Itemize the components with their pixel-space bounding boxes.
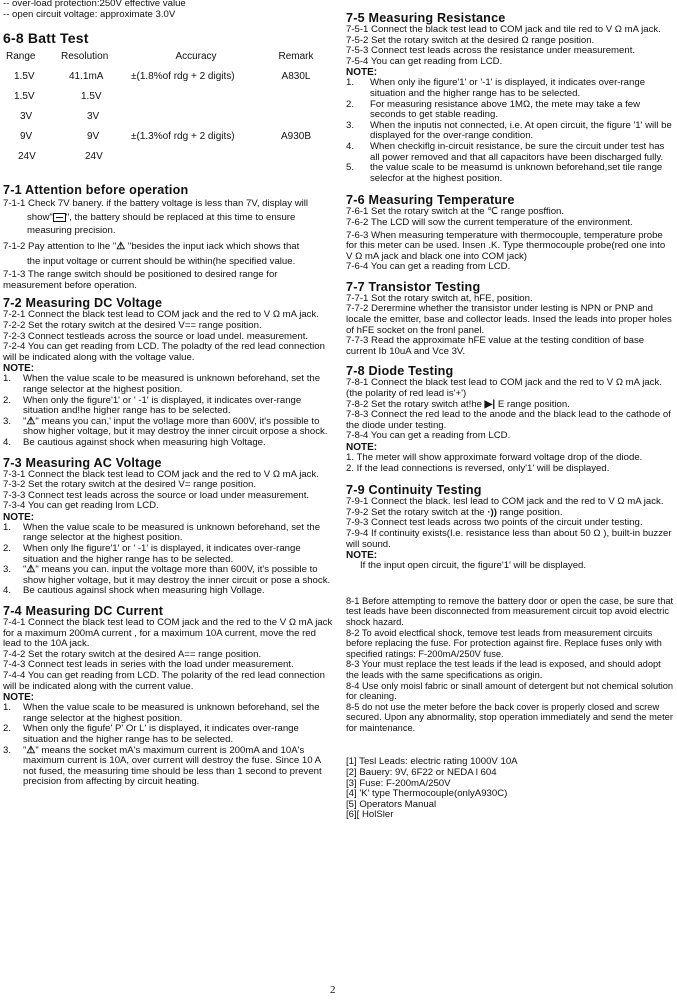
section-7-6-title: 7-6 Measuring Temperature: [346, 193, 515, 208]
note-text: [23, 565, 336, 586]
item-7-4-2: 7-4-2 Set the rotary switch at the desired A== range position.: [3, 648, 262, 660]
note-text: When only the figure'1' or ' -1' is displayed, it indicates over-range situation and!he higher range has to be selected.: [23, 394, 302, 417]
note-text: When checkiflg in-circuit resistance, be sure the circuit under test has all power removed and that all capacitors have been discharged fully.: [370, 140, 665, 163]
table-cell: 24V: [18, 150, 36, 162]
text: ": [23, 415, 27, 427]
item-7-5-1: 7-5-1 Connect the black test lead to COM jack and tile red to V Ω mA jack.: [346, 24, 661, 35]
item-7-9-1: 7-9-1 Connect the black. lesl lead to COM jack and the red to V Ω mA jack.: [346, 496, 664, 508]
note-text: When only the figufe' P' Or L' is displayed, it indicates over-range situation and the higher range has to be selected.: [23, 723, 299, 745]
note-text: For measuring resistance above 1MΩ, the mete may take a few seconds to get stable reading.: [370, 98, 641, 121]
diode-icon: ▶|: [484, 398, 496, 410]
item-7-3-1: 7-3-1 Connect the black test lead to COM jack and the red to V Ω mA jack.: [3, 468, 319, 480]
item-7-4-4: 7-4-4 You can get reading from LCD. The polarity of the red lead connection will be indicated along with the current value.: [3, 670, 325, 692]
item-7-1-2: [3, 242, 336, 253]
table-row: [6, 106, 331, 126]
table-cell: 9V: [20, 130, 33, 142]
page-number: 2: [330, 984, 336, 996]
accessory-item: [5] Operators Manual: [346, 798, 437, 810]
item-7-3-2: 7-3-2 Set the rotary switch at the desired V= range position.: [3, 479, 257, 491]
maintenance-8-5: 8-5 do not use the meter before the back cover is properly closed and screw secured. Upon any abnormality, stop operation immediately and send the meter for maintenance.: [346, 701, 673, 733]
accessory-item: [3] Fuse: F-200mA/250V: [346, 777, 451, 789]
note-label: NOTE:: [3, 511, 35, 523]
note-item: 4. Be cautious againsl shock when measuring high Vollage.: [3, 586, 336, 597]
note-item: 1. When only ihe figure'1' or '-1' is displayed, it indicates over-range situation and the higher range has to be selected.: [346, 78, 674, 99]
item-7-5-4: 7-5-4 You can get reading from LCD.: [346, 55, 503, 67]
section-7-5-title: 7-5 Measuring Resistance: [346, 11, 506, 25]
item-7-9-4: 7-9-4 If continuity exists(I.e. resistance less than about 50 Ω ), built-in buzzer will sound.: [346, 527, 672, 550]
note-text: When only lhe figure'1' or ' -1' is displayed, it indicates over-range situation and the higher range has to be selected.: [23, 543, 301, 565]
note-item: 2. If the lead connections is reversed, only'1' will be displayed.: [346, 462, 610, 474]
item-7-2-3: 7-2-3 Connect testleads across the source or load undel. measurement.: [3, 330, 309, 342]
item-7-9-3: 7-9-3 Connect test leads across two points of the circuit under testing.: [346, 517, 643, 529]
table-cell: 24V: [85, 150, 103, 162]
batt-test-table: [6, 46, 331, 166]
table-cell: 1.5V: [14, 70, 35, 82]
item-7-6-2: 7-6-2 The LCD will sow the current temperature of the environment.: [346, 216, 633, 228]
note-item: 1. When the value scale to be measured is unknown beforehand, set the range selector at the highest position.: [3, 523, 336, 544]
note-item: 2. When only the figure'1' or ' -1' is displayed, it indicates over-range situation and!he higher range has to be selected.: [3, 396, 336, 417]
note-text: Be cautious againsl shock when measuring high Vollage.: [23, 585, 265, 597]
text: ", the battery should be replaced at this time to ensure: [65, 211, 296, 223]
item-7-8-1: 7-8-1 Connect the black test lead to COM jack and the red to V Ω mA jack. (the polarity of red lead is'+'): [346, 377, 662, 400]
note-item: 1. When the value scale to be measured is unknown beforehand, sel the range selector at the highest position.: [3, 703, 336, 724]
table-header: Accuracy: [175, 50, 217, 62]
item-7-7-2: 7-7-2 Derermine whether the transistor under lesting is NPN or PNP and locale the emitter, base and collector leads. Insed the leads into proper holes of hFE socket on the fronl panel.: [346, 303, 672, 336]
note-item: 2. For measuring resistance above 1MΩ, the mete may take a few seconds to get stable reading.: [346, 100, 674, 121]
item-7-1-1-end: measuring precision.: [27, 225, 116, 237]
note-item: 4. Be cautious against shock when measuring high Voltage.: [3, 438, 336, 449]
item-7-2-1: 7-2-1 Connect the black test lead to COM jack and the red to V Ω mA jack.: [3, 309, 319, 321]
accessory-item: [6][ HolSler: [346, 809, 394, 821]
text: 7-1-2 Pay attention to lhe ": [3, 241, 117, 252]
right-column: [346, 0, 674, 821]
text: ": [23, 744, 27, 756]
text: "besides the input iack which shows that: [125, 241, 300, 252]
text: ": [23, 564, 27, 576]
text: 7-8-2 Set the rotary switch at!he: [346, 398, 482, 410]
note-text: [23, 746, 336, 788]
text: " means you can,' input the vo!lage more than 600V, it's possible to show higher voltage, but it may destroy the inner circuit orpose a shock.: [23, 415, 328, 438]
section-7-2-title: 7-2 Measuring DC Voltage: [3, 296, 163, 311]
section-7-1-title: 7-1 Attention before operation: [3, 183, 189, 198]
note-text: When the inputis not connected, i.e. At open circuit, the figure '1' will be displayed for the over-range condition.: [370, 119, 672, 142]
table-cell: A930B: [280, 130, 312, 142]
table-cell: 3V: [87, 110, 100, 122]
table-row: [6, 146, 331, 166]
note-text: When the value scale to be measured is unknown beforehand, set the range selector at the highest position.: [23, 373, 321, 395]
note-item: 5. the value scale to be measumd is unknown beforehand,set tile range selecfor at the highest position.: [346, 163, 674, 184]
item-7-5-3: 7-5-3 Connect test leads across the resistance under measurement.: [346, 45, 636, 57]
battery-icon: [53, 213, 66, 222]
note-label: NOTE:: [346, 442, 378, 453]
item-7-6-3: 7-6-3 When measuring temperature with thermocouple, temperature probe for this meter can be used. Insen .K. Type thermocouple probe(red one into V Ω mA jack and black one into COM jack): [346, 229, 666, 262]
item-7-6-1: 7-6-1 Set the rotary switch at the ℃ range posffion.: [346, 206, 565, 218]
text: " means you can. input the voltage more than 600V, it's possible to show higher voltage, but it may destroy the inner circuit or pose a shock.: [23, 564, 331, 586]
left-column: [3, 0, 336, 788]
maintenance-8-3: 8-3 Your must replace the test leads if the lead is exposed, and should adopt the leads with the same specifications as origin.: [346, 659, 661, 680]
note-item: If the input open circuit, the figure'1' will be displayed.: [360, 560, 587, 572]
section-7-7-title: 7-7 Transistor Testing: [346, 279, 481, 294]
item-7-5-2: 7-5-2 Set the rotary switch at the desired Ω range position.: [346, 34, 595, 46]
item-7-4-3: 7-4-3 Connect test leads in series with the load under measurement.: [3, 659, 294, 671]
table-cell: ±(1.3%of rdg + 2 digits): [131, 130, 235, 142]
item-7-1-2-cont: the input voltage or current should be within(he specified value.: [27, 255, 296, 267]
section-7-9-title: 7-9 Continuity Testing: [346, 483, 482, 498]
maintenance-8-4: 8-4 Use only moisl fabric or sinall amount of detergent but not chemical solution for cleaning.: [346, 680, 674, 702]
item-7-1-3: 7-1-3 The range switch should be positioned to desired range for measurement before operation.: [3, 269, 278, 291]
table-row: [6, 86, 331, 106]
text: show": [27, 211, 53, 223]
note-item: 1. The meter will show approximate forward voltage drop of the diode.: [346, 452, 643, 463]
open-circuit-voltage: -- open circuit voltage: approximate 3.0V: [3, 8, 176, 20]
item-7-8-3: 7-8-3 Connect the red lead to the anode and the black lead to the cathode of the diode under testing.: [346, 409, 671, 431]
table-header-row: [6, 46, 331, 66]
note-label: NOTE:: [346, 67, 378, 79]
accessory-item: [4] 'K' type Thermocouple(onlyA930C): [346, 788, 508, 800]
table-header: Range: [6, 50, 36, 62]
accessory-item: [1] Tesl Leads: electric rating 1000V 10A: [346, 756, 518, 768]
warning-triangle-icon: ⚠: [26, 564, 36, 576]
item-7-8-4: 7-8-4 You can get a reading from LCD.: [346, 430, 511, 442]
item-7-7-1: 7-7-1 Sot the rotary switch at, hFE, position.: [346, 292, 533, 304]
maintenance-8-1: 8-1 Before attempting to remove the battery door or open the case, be sure that test leads have been disconnected from measurement circuit top avoid electric shock hazard.: [346, 595, 674, 627]
batt-test-title: 6-8 Batt Test: [3, 30, 89, 47]
text: " means the socket mA's maximum current is 200mA and 10A's maximum current is 10A, over current will destroy the fuse. Since 10 A not fused, the measuring time should be less than 1 second to prevent precision from affecting by circuit heating.: [23, 744, 322, 788]
note-item: 1. When the value scale to be measured is unknown beforehand, set the range selector at the highest position.: [3, 374, 336, 395]
text: range position.: [499, 506, 563, 518]
note-text: [23, 417, 336, 438]
note-text: When the value scale to be measured is unknown beforehand, sel the range selector at the highest position.: [23, 702, 320, 724]
note-text: When only ihe figure'1' or '-1' is displayed, it indicates over-range situation and the higher range has to be selected.: [370, 77, 646, 99]
table-cell: 1.5V: [14, 90, 35, 102]
table-row: [6, 66, 331, 86]
warning-triangle-icon: ⚠: [26, 744, 36, 756]
item-7-4-1: 7-4-1 Connect the black test lead to COM jack and the red to the V Ω mA jack for a maximum 200mA current , for a maximum 10A current, move the red lead to the 10A jack.: [3, 617, 333, 650]
item-7-1-1-cont: [3, 213, 336, 224]
section-7-8-title: 7-8 Diode Testing: [346, 364, 454, 379]
note-label: NOTE:: [3, 692, 35, 704]
buzzer-icon: ·)): [487, 506, 497, 518]
table-row: [6, 126, 331, 146]
table-cell: 3V: [20, 110, 33, 122]
note-text: Be cautious against shock when measuring high Voltage.: [23, 436, 266, 448]
section-7-4-title: 7-4 Measuring DC Current: [3, 604, 164, 619]
item-7-2-4: 7-2-4 You can get reading from LCD. The poladty of the red lead connection will be indicated along with the voltage value.: [3, 341, 325, 363]
note-item: 4. When checkiflg in-circuit resistance, be sure the circuit under test has all power removed and that all capacitors have been discharged fully.: [346, 142, 674, 163]
item-7-2-2: 7-2-2 Set the rotary switch at the desired V== range position.: [3, 319, 262, 331]
text: E range position.: [497, 398, 570, 410]
section-7-3-title: 7-3 Measuring AC Voltage: [3, 455, 162, 470]
item-7-1-1: 7-1-1 Check 7V banery. if the battery voltage is less than 7V, display will: [3, 198, 309, 210]
note-label: NOTE:: [3, 363, 35, 375]
note-item: 3. "⚠" means the socket mA's maximum current is 200mA and 10A's maximum current is 10A, over current will destroy the fuse. Since 10 A not fused, the measuring time should be less than 1 second to prevent precision from affecting by circuit heating.: [3, 746, 336, 788]
warning-triangle-icon: ⚠: [26, 415, 36, 427]
note-text: When the value scale to be measured is unknown beforehand, set the range selector at the highest position.: [23, 521, 321, 544]
note-label: NOTE:: [346, 550, 378, 562]
table-cell: A830L: [281, 70, 311, 82]
warning-triangle-icon: ⚠: [116, 241, 126, 252]
note-item: 3. "⚠" means you can. input the voltage more than 600V, it's possible to show higher voltage, but it may destroy the inner circuit or pose a shock.: [3, 565, 336, 586]
table-cell: 41.1mA: [69, 70, 104, 82]
item-7-3-3: 7-3-3 Connect test leads across the source or load under measurement.: [3, 489, 310, 501]
item-7-7-3: 7-7-3 Read the approximate hFE value at the testing condition of base current Ib 10uA and Vce 3V.: [346, 335, 645, 357]
table-header: Remark: [278, 50, 314, 62]
table-cell: ±(1.8%of rdg + 2 digits): [131, 70, 235, 82]
table-header: Resolution: [61, 50, 109, 62]
note-item: 3. "⚠" means you can,' input the vo!lage more than 600V, it's possible to show higher voltage, but it may destroy the inner circuit orpose a shock.: [3, 417, 336, 438]
item-7-3-4: 7-3-4 You can get reading lrom LCD.: [3, 500, 159, 512]
note-text: the value scale to be measumd is unknown beforehand,set tile range selecfor at the highest position.: [370, 162, 663, 184]
text: 7-9-2 Set the rotary switch at the: [346, 506, 485, 518]
maintenance-8-2: 8-2 To avoid electfical shock, temove test leads from measurement circuits before replacing the fuse. For protection against fire. Replace fuses only with specified ratings: F-200mA/250V fuse.: [346, 627, 662, 659]
overload-protection: -- over-load protection:250V effective value: [3, 0, 186, 9]
note-item: 3. When the inputis not connected, i.e. At open circuit, the figure '1' will be displayed for the over-range condition.: [346, 121, 674, 142]
table-cell: 9V: [87, 130, 100, 142]
item-7-6-4: 7-6-4 You can get a reading from LCD.: [346, 261, 511, 273]
table-cell: 1.5V: [81, 90, 102, 102]
note-item: 2. When only the figufe' P' Or L' is displayed, it indicates over-range situation and the higher range has to be selected.: [3, 724, 336, 745]
accessory-item: [2] Bauery: 9V, 6F22 or NEDA l 604: [346, 767, 497, 779]
note-item: 2. When only lhe figure'1' or ' -1' is displayed, it indicates over-range situation and the higher range has to be selected.: [3, 544, 336, 565]
